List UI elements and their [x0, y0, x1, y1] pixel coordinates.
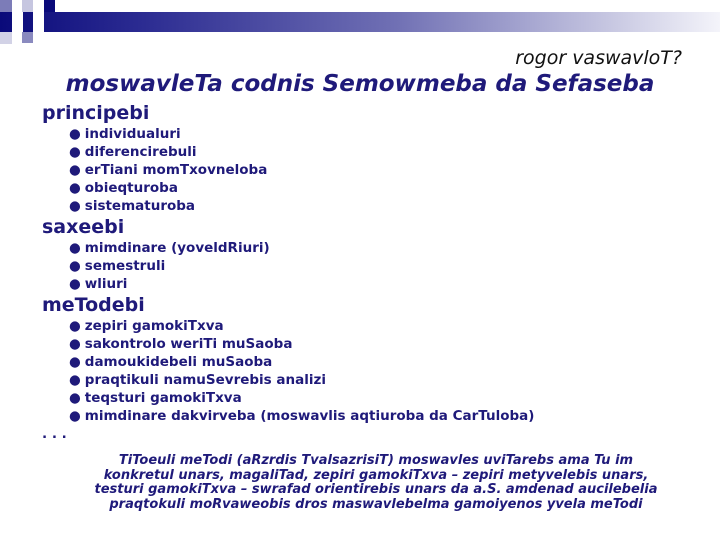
bullet-icon: ●: [69, 180, 81, 196]
decorative-square: [44, 0, 55, 12]
list-item: ● mimdinare (yoveldRiuri): [69, 240, 270, 256]
footnote-line: testuri gamokiTxva – swrafad orientirebis unars da a.S. amdenad aucilebelia: [94, 482, 658, 497]
list-item: ● wliuri: [69, 276, 128, 292]
bullet-icon: ●: [69, 144, 81, 160]
section-heading-methods: meTodebi: [42, 294, 145, 316]
list-item: ● erTiani momTxovneloba: [69, 162, 268, 178]
list-item: ● sistematuroba: [69, 198, 196, 214]
bullet-icon: ●: [69, 198, 81, 214]
list-item: ● diferencirebuli: [69, 144, 197, 160]
decorative-square: [12, 12, 23, 32]
footnote-line: konkretul unars, magaliTad, zepiri gamokiTxva – zepiri metyvelebis unars,: [103, 467, 649, 483]
decorative-square: [0, 0, 12, 12]
list-item: ● teqsturi gamokiTxva: [69, 390, 242, 406]
list-item: ● mimdinare dakvirveba (moswavlis aqtiuroba da CarTuloba): [69, 408, 535, 424]
list-item: ● obieqturoba: [69, 180, 178, 196]
slide-title: moswavleTa codnis Semowmeba da Sefaseba: [65, 71, 655, 97]
footnote-line: praqtokuli moRvaweobis dros maswavlebelma gamoiyenos yvela meTodi: [109, 496, 643, 512]
bullet-icon: ●: [69, 336, 81, 352]
slide-subtitle: rogor vaswavloT?: [515, 47, 682, 69]
section-heading-principles: principebi: [42, 102, 150, 124]
ellipsis: . . .: [42, 426, 67, 442]
slide-content: [42, 101, 702, 443]
bullet-icon: ●: [69, 390, 81, 406]
bullet-icon: ●: [69, 318, 81, 334]
list-item: ● semestruli: [69, 258, 166, 274]
header-gradient-bar: [0, 12, 720, 32]
section-heading-types: saxeebi: [42, 216, 125, 238]
list-item: ● sakontrolo weriTi muSaoba: [69, 336, 293, 352]
bullet-icon: ●: [69, 258, 81, 274]
bullet-icon: ●: [69, 408, 81, 424]
footnote: [60, 454, 692, 512]
list-item: ● praqtikuli namuSevrebis analizi: [69, 372, 326, 388]
footnote-line: TiToeuli meTodi (aRzrdis TvalsazrisiT) moswavles uviTarebs ama Tu im: [118, 453, 634, 468]
list-item: ● zepiri gamokiTxva: [69, 318, 224, 334]
list-item: ● individualuri: [69, 126, 181, 142]
bullet-icon: ●: [69, 162, 81, 178]
decorative-square: [22, 32, 33, 43]
decorative-square: [0, 32, 12, 44]
bullet-icon: ●: [69, 372, 81, 388]
bullet-icon: ●: [69, 126, 81, 142]
bullet-icon: ●: [69, 240, 81, 256]
bullet-icon: ●: [69, 354, 81, 370]
list-item: ● damoukidebeli muSaoba: [69, 354, 273, 370]
decorative-square: [33, 12, 44, 32]
decorative-square: [22, 0, 33, 12]
bullet-icon: ●: [69, 276, 81, 292]
